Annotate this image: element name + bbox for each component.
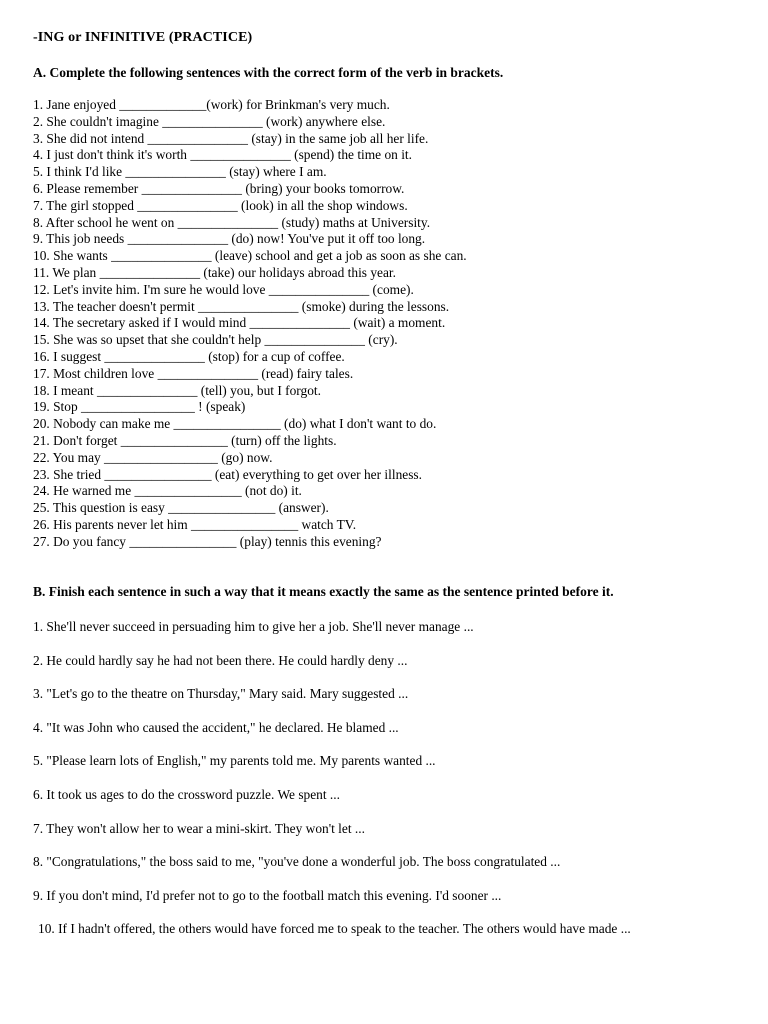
exercise-item: 17. Most children love _______________ (read) fairy tales. <box>33 365 354 381</box>
exercise-item: 11. We plan _______________ (take) our holidays abroad this year. <box>33 264 396 280</box>
exercise-item: 19. Stop _________________ ! (speak) <box>33 399 246 415</box>
exercise-item: 10. She wants _______________ (leave) school and get a job as soon as she can. <box>33 248 467 264</box>
exercise-item: 9. This job needs _______________ (do) now! You've put it off too long. <box>33 231 426 247</box>
exercise-item: 13. The teacher doesn't permit _______________ (smoke) during the lessons. <box>33 298 450 314</box>
transform-item: 10. If I hadn't offered, the others would have forced me to speak to the teacher. The others would have made ... <box>38 921 631 937</box>
exercise-item: 23. She tried ________________ (eat) everything to get over her illness. <box>33 466 422 482</box>
exercise-item: 15. She was so upset that she couldn't help _______________ (cry). <box>33 332 398 348</box>
exercise-item: 3. She did not intend _______________ (stay) in the same job all her life. <box>33 130 429 146</box>
section-a-heading: A. Complete the following sentences with the correct form of the verb in brackets. <box>33 65 504 80</box>
transform-item: 4. "It was John who caused the accident," he declared. He blamed ... <box>33 719 399 735</box>
transform-item: 3. "Let's go to the theatre on Thursday," Mary said. Mary suggested ... <box>33 686 409 702</box>
exercise-item: 8. After school he went on _______________ (study) maths at University. <box>33 214 431 230</box>
transform-item: 1. She'll never succeed in persuading him to give her a job. She'll never manage ... <box>33 619 474 634</box>
section-b-heading: B. Finish each sentence in such a way that it means exactly the same as the sentence printed before it. <box>33 584 614 599</box>
exercise-item: 4. I just don't think it's worth _______________ (spend) the time on it. <box>33 147 412 163</box>
section-b-list <box>33 619 631 955</box>
section-a-list <box>33 97 467 551</box>
exercise-item: 1. Jane enjoyed _____________(work) for Brinkman's very much. <box>33 97 390 112</box>
exercise-item: 14. The secretary asked if I would mind _______________ (wait) a moment. <box>33 315 446 331</box>
exercise-item: 5. I think I'd like _______________ (stay) where I am. <box>33 164 327 180</box>
exercise-item: 12. Let's invite him. I'm sure he would love _______________ (come). <box>33 281 414 297</box>
transform-item: 6. It took us ages to do the crossword puzzle. We spent ... <box>33 786 340 802</box>
exercise-item: 25. This question is easy ________________ (answer). <box>33 500 329 516</box>
page-title: -ING or INFINITIVE (PRACTICE) <box>33 30 253 45</box>
exercise-item: 27. Do you fancy ________________ (play) tennis this evening? <box>33 533 382 549</box>
transform-item: 9. If you don't mind, I'd prefer not to go to the football match this evening. I'd sooner ... <box>33 887 502 903</box>
exercise-item: 26. His parents never let him ________________ watch TV. <box>33 516 357 532</box>
transform-item: 2. He could hardly say he had not been there. He could hardly deny ... <box>33 652 408 668</box>
exercise-item: 7. The girl stopped _______________ (look) in all the shop windows. <box>33 197 408 213</box>
exercise-item: 21. Don't forget ________________ (turn) off the lights. <box>33 432 337 448</box>
exercise-item: 16. I suggest _______________ (stop) for a cup of coffee. <box>33 348 345 364</box>
transform-item: 7. They won't allow her to wear a mini-skirt. They won't let ... <box>33 820 365 836</box>
exercise-item: 6. Please remember _______________ (bring) your books tomorrow. <box>33 180 405 196</box>
transform-item: 5. "Please learn lots of English," my parents told me. My parents wanted ... <box>33 753 436 769</box>
exercise-item: 20. Nobody can make me ________________ (do) what I don't want to do. <box>33 416 437 432</box>
exercise-item: 2. She couldn't imagine _______________ (work) anywhere else. <box>33 113 386 129</box>
exercise-item: 18. I meant _______________ (tell) you, but I forgot. <box>33 382 321 398</box>
exercise-item: 22. You may _________________ (go) now. <box>33 449 273 465</box>
exercise-item: 24. He warned me ________________ (not do) it. <box>33 483 302 499</box>
transform-item: 8. "Congratulations," the boss said to me, "you've done a wonderful job. The boss congratulated ... <box>33 854 561 870</box>
